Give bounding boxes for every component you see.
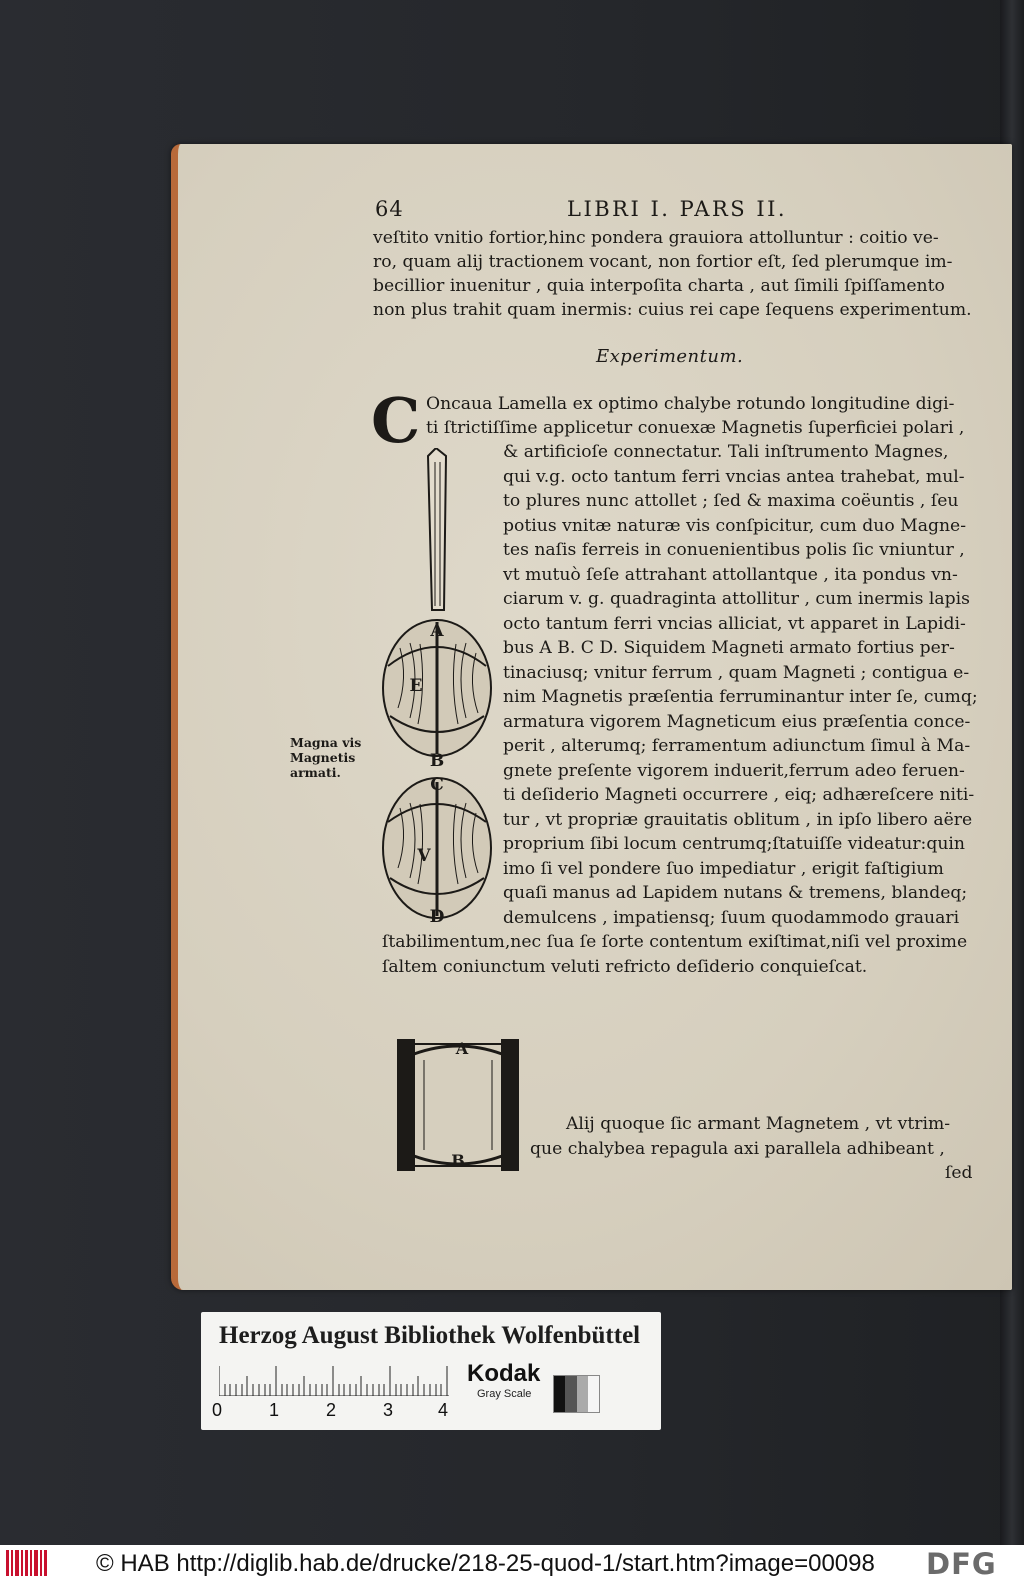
figure-label-c: C xyxy=(430,775,444,795)
text-line: tinaciusq; vnitur ferrum , quam Magneti ; contigua e- xyxy=(503,663,970,683)
text-line: non plus trahit quam inermis: cuius rei cape ſequens experimentum. xyxy=(373,300,972,320)
text-line: tes naſis ferreis in conuenientibus polis ſic vniuntur , xyxy=(503,540,965,560)
text-line: becillior inuenitur , quia interpoſita charta , aut ſimili ſpiſſamento xyxy=(373,276,945,296)
text-line: proprium ſibi locum centrumq;ſtatuiſſe videatur:quin xyxy=(503,834,965,854)
text-line: ſtabilimentum,nec ſua ſe ſorte contentum exiſtimat,niſi vel proxime xyxy=(382,932,968,952)
text-line: Oncaua Lamella ex optimo chalybe rotundo longitudine digi- xyxy=(426,394,955,414)
text-line: que chalybea repagula axi parallela adhibeant , xyxy=(530,1139,945,1159)
text-line: imo ſi vel pondere ſuo impediatur , erigit faſtigium xyxy=(503,859,944,879)
text-line: veſtito vnitio fortior,hinc pondera grauiora attolluntur : coitio ve- xyxy=(373,228,939,248)
text-line: armatura vigorem Magneticum eius præſentia conce- xyxy=(503,712,971,732)
figure-label-a: A xyxy=(430,621,444,641)
text-line: octo tantum ferri vncias alliciat, vt apparet in Lapidi- xyxy=(503,614,966,634)
armed-magnets-figure xyxy=(380,448,500,940)
text-line: ſaltem coniunctum veluti refricto deſiderio conquieſcat. xyxy=(382,957,868,977)
text-line: to plures nunc attollet ; ſed & maxima coëuntis , ſeu xyxy=(503,491,959,511)
text-line: ti deſiderio Magneti occurrere , eiq; adhæreſcere niti- xyxy=(503,785,975,805)
dfg-logo: DFG xyxy=(926,1547,997,1581)
text-line: demulcens , impatiensq; ſuum quodammodo grauari xyxy=(503,908,960,928)
parallel-armature-figure xyxy=(392,1030,524,1178)
gray-swatch xyxy=(553,1375,600,1413)
margin-note xyxy=(290,735,361,780)
margin-note-line: Magna vis xyxy=(290,735,362,750)
text-line: perit , alterumq; ferramentum adiunctum ſimul à Ma- xyxy=(503,736,971,756)
text-line: nim Magnetis præſentia ferruminantur inter ſe, cumq; xyxy=(503,687,978,707)
text-line: ciarum v. g. quadraginta attollitur , cum inermis lapis xyxy=(503,589,970,609)
figure-label-b: B xyxy=(451,1151,465,1170)
figure-label-e: E xyxy=(409,676,423,696)
footer-bar xyxy=(0,1545,1024,1582)
text-line: potius vnitæ naturæ vis conſpicitur, cum duo Magne- xyxy=(503,516,967,536)
text-line: & artificioſe connectatur. Tali inſtrumento Magnes, xyxy=(503,442,949,462)
text-line: qui v.g. octo tantum ferri vncias antea trahebat, mul- xyxy=(503,467,965,487)
text-line: bus A B. C D. Siquidem Magneti armato fortius per- xyxy=(503,638,955,658)
text-line: ti ſtrictiſſime applicetur conuexæ Magnetis ſuperficiei polari , xyxy=(426,418,965,438)
figure-label-a: A xyxy=(455,1039,469,1058)
page-number: 64 xyxy=(375,197,404,221)
barcode-icon xyxy=(6,1548,48,1578)
text-line: gnete preſente vigorem induerit,ferrum adeo feruen- xyxy=(503,761,965,781)
gray-scale-target xyxy=(201,1312,661,1430)
drop-cap: C xyxy=(371,384,421,457)
kodak-logo: Kodak xyxy=(467,1360,541,1387)
text-line: ſed xyxy=(945,1163,973,1183)
text-line: quaſi manus ad Lapidem nutans & tremens, blandeq; xyxy=(503,883,968,903)
ruler-numbers xyxy=(212,1400,462,1424)
margin-note-line: Magnetis xyxy=(290,750,356,765)
ruler xyxy=(219,1362,449,1396)
ruler-number: 1 xyxy=(269,1400,280,1420)
figure-label-d: D xyxy=(429,907,445,927)
text-line: Alij quoque ſic armant Magnetem , vt vtrim- xyxy=(566,1114,951,1134)
source-credit: © HAB http://diglib.hab.de/drucke/218-25-quod-1/start.htm?image=00098 xyxy=(96,1550,875,1577)
ruler-number: 4 xyxy=(438,1400,449,1420)
text-line: ro, quam alij tractionem vocant, non fortior eſt, ſed plerumque im- xyxy=(373,252,953,272)
figure-label-v: V xyxy=(417,846,431,866)
ruler-number: 3 xyxy=(383,1400,394,1420)
text-line: vt mutuò ſeſe attrahant attollantque , ita pondus vn- xyxy=(503,565,958,585)
figure-label-b: B xyxy=(429,751,445,771)
section-title: Experimentum. xyxy=(596,346,744,367)
library-name: Herzog August Bibliothek Wolfenbüttel xyxy=(219,1322,641,1349)
margin-note-line: armati. xyxy=(290,765,341,780)
gray-scale-label: Gray Scale xyxy=(477,1388,532,1400)
text-line: tur , vt propriæ grauitatis oblitum , in ipſo libero aëre xyxy=(503,810,973,830)
running-head: LIBRI I. PARS II. xyxy=(567,197,788,221)
ruler-number: 0 xyxy=(212,1400,223,1420)
ruler-number: 2 xyxy=(326,1400,337,1420)
